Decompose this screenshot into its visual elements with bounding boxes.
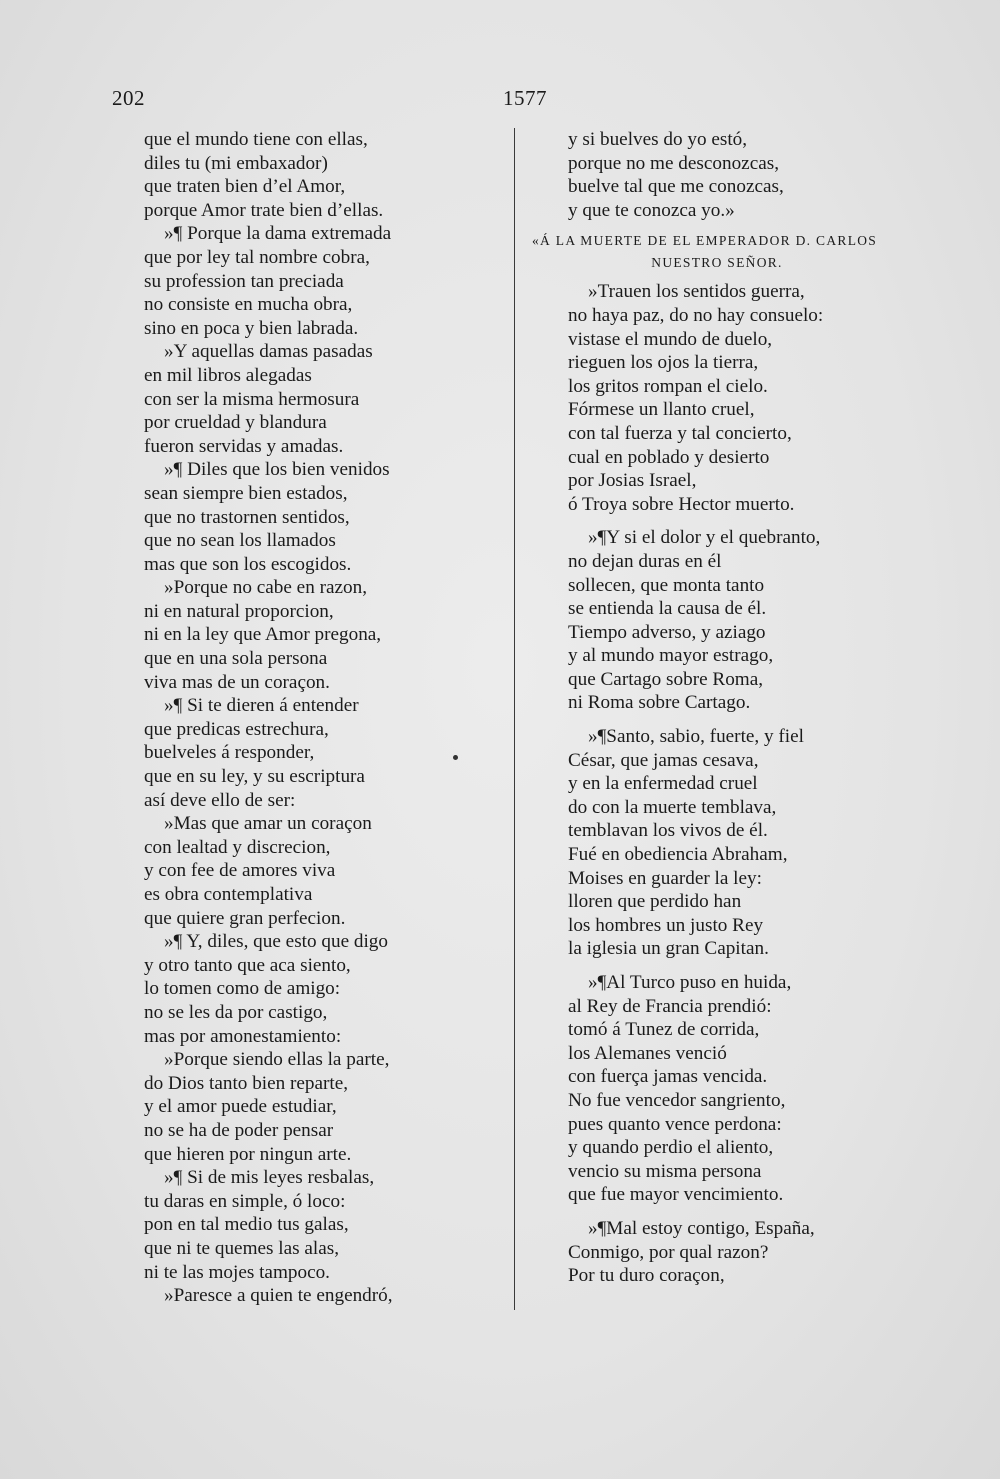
verse-line: rieguen los ojos la tierra, xyxy=(568,352,759,374)
verse-line: do con la muerte temblava, xyxy=(568,796,777,818)
poem-title-line-1: «Á LA MUERTE DE EL EMPERADOR D. CARLOS xyxy=(532,233,878,249)
stanza xyxy=(568,971,898,1207)
verse-line: No fue vencedor sangriento, xyxy=(568,1089,786,1111)
verse-line: vencio su misma persona xyxy=(568,1160,762,1182)
verse-line: viva mas de un coraçon. xyxy=(144,671,330,693)
verse-line: Fué en obediencia Abraham, xyxy=(568,844,788,866)
verse-line: cual en poblado y desierto xyxy=(568,446,770,468)
verse-line: los hombres un justo Rey xyxy=(568,914,764,936)
verse-line: ni Roma sobre Cartago. xyxy=(568,692,751,714)
verse-line: los Alemanes venció xyxy=(568,1042,727,1064)
verse-line: Conmigo, por qual razon? xyxy=(568,1241,769,1263)
verse-line: »Y aquellas damas pasadas xyxy=(164,341,373,363)
stanza xyxy=(568,1217,898,1288)
verse-line: diles tu (mi embaxador) xyxy=(144,152,328,174)
verse-line: sean siempre bien estados, xyxy=(144,482,348,504)
verse-line: buelve tal que me conozcas, xyxy=(568,176,784,198)
verse-line: no consiste en mucha obra, xyxy=(144,294,353,316)
verse-line: por Josias Israel, xyxy=(568,470,697,492)
verse-line: tomó á Tunez de corrida, xyxy=(568,1019,760,1041)
right-column-verse xyxy=(532,128,898,1288)
verse-line: que traten bien d’el Amor, xyxy=(144,176,346,198)
stanza-gap xyxy=(568,1207,898,1217)
verse-line: sino en poca y bien labrada. xyxy=(144,317,359,339)
verse-line: los gritos rompan el cielo. xyxy=(568,375,768,397)
verse-line: porque Amor trate bien d’ellas. xyxy=(144,199,384,221)
verse-line: mas que son los escogidos. xyxy=(144,553,352,575)
verse-line: en mil libros alegadas xyxy=(144,364,312,386)
stanza-gap xyxy=(568,516,898,526)
verse-line: mas por amonestamiento: xyxy=(144,1025,342,1047)
verse-line: ni te las mojes tampoco. xyxy=(144,1261,330,1283)
verse-line: al Rey de Francia prendió: xyxy=(568,995,772,1017)
verse-line: y al mundo mayor estrago, xyxy=(568,645,774,667)
verse-line: que quiere gran perfecion. xyxy=(144,907,346,929)
verse-line: que no sean los llamados xyxy=(144,530,336,552)
verse-line: pon en tal medio tus galas, xyxy=(144,1214,349,1236)
verse-line: César, que jamas cesava, xyxy=(568,749,759,771)
stanza xyxy=(568,725,898,961)
verse-line: se entienda la causa de él. xyxy=(568,598,767,620)
verse-line: por crueldad y blandura xyxy=(144,412,327,434)
verse-line: »¶ Diles que los bien venidos xyxy=(164,459,390,481)
verse-line: y quando perdio el aliento, xyxy=(568,1137,774,1159)
verse-line: no dejan duras en él xyxy=(568,550,722,572)
verse-line: porque no me desconozcas, xyxy=(568,152,779,174)
left-column-verse xyxy=(144,128,474,1308)
verse-line: temblavan los vivos de él. xyxy=(568,820,768,842)
verse-line: que predicas estrechura, xyxy=(144,718,329,740)
verse-line: con ser la misma hermosura xyxy=(144,388,360,410)
verse-line: do Dios tanto bien reparte, xyxy=(144,1072,349,1094)
verse-line: y si buelves do yo estó, xyxy=(568,129,748,150)
verse-line: »¶ Si te dieren á entender xyxy=(164,695,359,717)
verse-line: »¶ Si de mis leyes resbalas, xyxy=(164,1167,375,1189)
verse-line: Fórmese un llanto cruel, xyxy=(568,399,755,421)
verse-line: la iglesia un gran Capitan. xyxy=(568,938,769,960)
verse-line: no se les da por castigo, xyxy=(144,1001,328,1023)
verse-line: que no trastornen sentidos, xyxy=(144,506,350,528)
verse-line: lloren que perdido han xyxy=(568,891,742,913)
verse-line: Moises en guarder la ley: xyxy=(568,867,762,889)
stanza-gap xyxy=(568,961,898,971)
verse-line: así deve ello de ser: xyxy=(144,789,296,811)
verse-line: Tiempo adverso, y aziago xyxy=(568,621,766,643)
verse-line: y el amor puede estudiar, xyxy=(144,1096,337,1118)
verse-line: »¶Al Turco puso en huida, xyxy=(588,972,792,993)
verse-line: y con fee de amores viva xyxy=(144,860,336,882)
verse-line: no se ha de poder pensar xyxy=(144,1119,334,1141)
verse-line: pues quanto vence perdona: xyxy=(568,1113,782,1135)
verse-line: »¶ Porque la dama extremada xyxy=(164,223,392,245)
verse-line: »¶Y si el dolor y el quebranto, xyxy=(588,527,821,549)
verse-line: su profession tan preciada xyxy=(144,270,344,292)
verse-line: ni en la ley que Amor pregona, xyxy=(144,624,382,646)
verse-line: buelveles á responder, xyxy=(144,742,315,764)
verse-line: que el mundo tiene con ellas, xyxy=(144,129,368,150)
verse-line: vistase el mundo de duelo, xyxy=(568,328,773,350)
verse-line: ó Troya sobre Hector muerto. xyxy=(568,493,795,515)
verse-line: y en la enfermedad cruel xyxy=(568,773,758,795)
verse-line: sollecen, que monta tanto xyxy=(568,574,765,596)
stanza-gap xyxy=(568,715,898,725)
verse-line: Por tu duro coraçon, xyxy=(568,1265,725,1287)
verse-line: que ni te quemes las alas, xyxy=(144,1237,340,1259)
verse-line: y otro tanto que aca siento, xyxy=(144,954,351,976)
verse-continuation xyxy=(568,128,898,222)
poem-title-line-2: NUESTRO SEÑOR. xyxy=(651,255,783,271)
verse-line: con fuerça jamas vencida. xyxy=(568,1066,768,1088)
poem-stanzas xyxy=(568,280,898,1287)
stanza xyxy=(568,526,898,715)
running-head-year: 1577 xyxy=(503,86,547,110)
verse-line: »¶Mal estoy contigo, España, xyxy=(588,1217,815,1239)
verse-line: con lealtad y discrecion, xyxy=(144,836,331,858)
verse-line: »Porque siendo ellas la parte, xyxy=(164,1049,390,1071)
verse-line: que fue mayor vencimiento. xyxy=(568,1184,784,1206)
verse-line: fueron servidas y amadas. xyxy=(144,435,344,457)
verse-line: que por ley tal nombre cobra, xyxy=(144,246,370,268)
verse-line: que en su ley, y su escriptura xyxy=(144,766,365,788)
verse-line: »Mas que amar un coraçon xyxy=(164,813,372,835)
verse-line: »Paresce a quien te engendró, xyxy=(164,1285,393,1307)
verse-line: »¶ Y, diles, que esto que digo xyxy=(164,931,388,953)
verse-line: tu daras en simple, ó loco: xyxy=(144,1190,346,1212)
verse-line: ni en natural proporcion, xyxy=(144,600,334,622)
stanza xyxy=(568,280,898,516)
verse-line: »¶Santo, sabio, fuerte, y fiel xyxy=(588,726,804,748)
verse-line: con tal fuerza y tal concierto, xyxy=(568,422,792,444)
page-number: 202 xyxy=(112,86,145,110)
verse-line: »Trauen los sentidos guerra, xyxy=(588,281,805,303)
verse-line: es obra contemplativa xyxy=(144,884,313,905)
verse-line: »Porque no cabe en razon, xyxy=(164,577,367,599)
column-divider-rule xyxy=(514,128,515,1310)
verse-line: y que te conozca yo.» xyxy=(568,199,735,221)
verse-line: que hieren por ningun arte. xyxy=(144,1143,352,1165)
verse-line: no haya paz, do no hay consuelo: xyxy=(568,304,824,326)
verse-line: lo tomen como de amigo: xyxy=(144,978,341,1000)
verse-line: que Cartago sobre Roma, xyxy=(568,668,764,690)
verse-line: que en una sola persona xyxy=(144,648,328,670)
